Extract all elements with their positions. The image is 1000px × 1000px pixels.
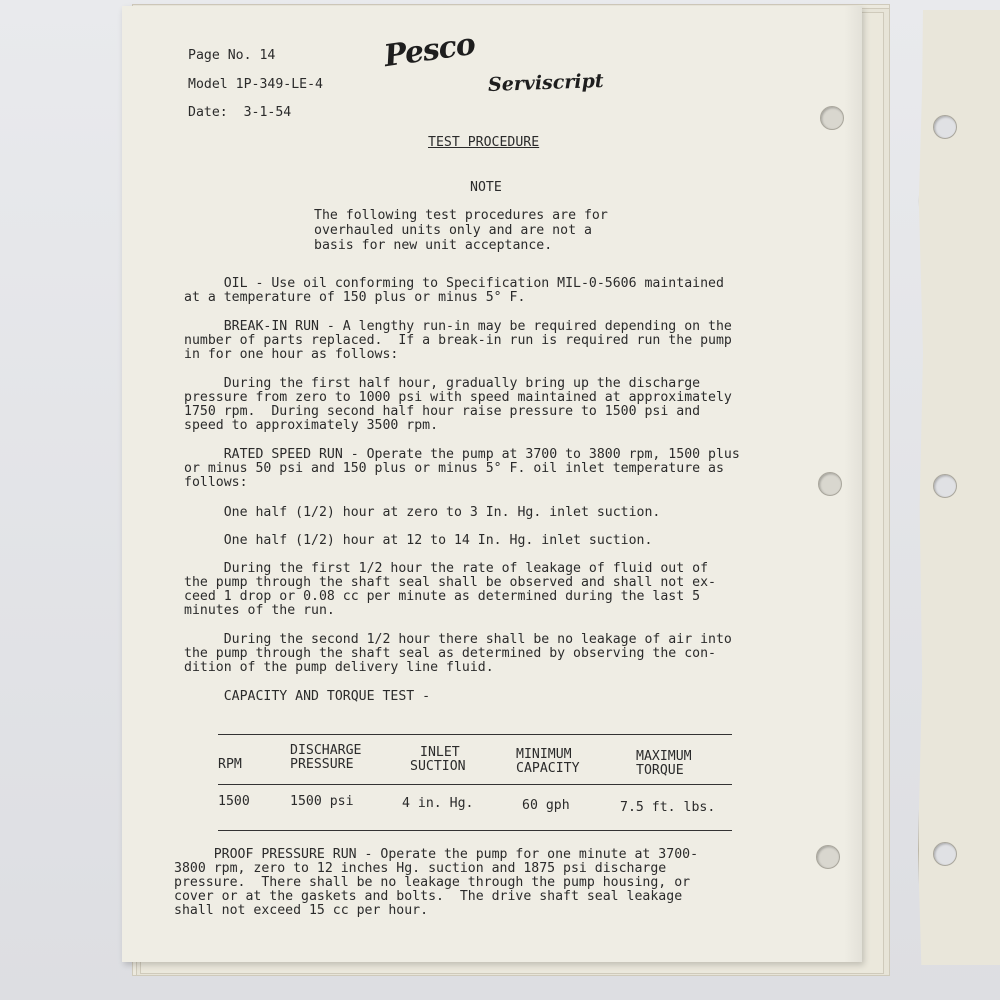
punch-hole (818, 472, 842, 496)
first-half-paragraph-line: speed to approximately 3500 rpm. (184, 418, 439, 433)
page-number: Page No. 14 (188, 48, 276, 63)
half-hour-condition: One half (1/2) hour at 12 to 14 In. Hg. inlet suction. (184, 533, 653, 548)
punch-hole (816, 845, 840, 869)
punch-hole (933, 842, 957, 866)
model-number: Model 1P-349-LE-4 (188, 77, 323, 92)
first-half-paragraph-line: During the first half hour, gradually bring up the discharge (184, 376, 701, 391)
note-line: basis for new unit acceptance. (314, 238, 553, 253)
break-in-paragraph-line: BREAK-IN RUN - A lengthy run-in may be required depending on the (184, 319, 732, 334)
first-half-paragraph-line: pressure from zero to 1000 psi with speed maintained at approximately (184, 390, 732, 405)
capacity-heading: CAPACITY AND TORQUE TEST - (184, 689, 431, 704)
pesco-logo: Pesco (381, 26, 477, 75)
col-header-minimum: MINIMUM (516, 747, 572, 762)
cell-torque: 7.5 ft. lbs. (620, 800, 716, 815)
rated-speed-paragraph-line: follows: (184, 475, 248, 490)
proof-pressure-paragraph-line: cover or at the gaskets and bolts. The drive shaft seal leakage (174, 889, 683, 904)
document-page (122, 6, 862, 962)
second-half-paragraph-line: the pump through the shaft seal as determined by observing the con- (184, 646, 716, 661)
break-in-paragraph-line: number of parts replaced. If a break-in run is required run the pump (184, 333, 732, 348)
half-hour-condition: One half (1/2) hour at zero to 3 In. Hg. inlet suction. (184, 505, 661, 520)
leakage-paragraph-line: During the first 1/2 hour the rate of leakage of fluid out of (184, 561, 709, 576)
note-line: The following test procedures are for (314, 208, 608, 223)
cell-pressure: 1500 psi (290, 794, 354, 809)
col-header-maximum: MAXIMUM (636, 749, 692, 764)
proof-pressure-paragraph-line: shall not exceed 15 cc per hour. (174, 903, 429, 918)
cell-suction: 4 in. Hg. (402, 796, 474, 811)
document-date: Date: 3-1-54 (188, 105, 292, 120)
col-header-suction: SUCTION (410, 759, 466, 774)
proof-pressure-paragraph-line: PROOF PRESSURE RUN - Operate the pump for one minute at 3700- (174, 847, 699, 862)
serviscript-logo: Serviscript (487, 69, 604, 97)
first-half-paragraph-line: 1750 rpm. During second half hour raise pressure to 1500 psi and (184, 404, 701, 419)
col-header-rpm: RPM (218, 757, 242, 772)
col-header-pressure: PRESSURE (290, 757, 354, 772)
rated-speed-paragraph-line: RATED SPEED RUN - Operate the pump at 3700 to 3800 rpm, 1500 plus (184, 447, 740, 462)
leakage-paragraph-line: minutes of the run. (184, 603, 335, 618)
col-header-discharge: DISCHARGE (290, 743, 362, 758)
punch-hole (933, 474, 957, 498)
proof-pressure-paragraph-line: 3800 rpm, zero to 12 inches Hg. suction and 1875 psi discharge (174, 861, 667, 876)
second-half-paragraph-line: During the second 1/2 hour there shall be no leakage of air into (184, 632, 732, 647)
second-half-paragraph-line: dition of the pump delivery line fluid. (184, 660, 494, 675)
cell-capacity: 60 gph (522, 798, 570, 813)
punch-hole (933, 115, 957, 139)
col-header-capacity: CAPACITY (516, 761, 580, 776)
page-title: TEST PROCEDURE (428, 135, 540, 150)
rated-speed-paragraph-line: or minus 50 psi and 150 plus or minus 5° F. oil inlet temperature as (184, 461, 724, 476)
col-header-torque: TORQUE (636, 763, 684, 778)
oil-paragraph-line: OIL - Use oil conforming to Specification MIL-0-5606 maintained (184, 276, 724, 291)
punch-hole (820, 106, 844, 130)
leakage-paragraph-line: the pump through the shaft seal shall be observed and shall not ex- (184, 575, 716, 590)
table-rule-bottom (218, 830, 732, 831)
table-rule-top (218, 734, 732, 735)
torn-adjacent-sheet (918, 10, 1000, 965)
col-header-inlet: INLET (420, 745, 460, 760)
note-heading: NOTE (470, 180, 502, 195)
leakage-paragraph-line: ceed 1 drop or 0.08 cc per minute as determined during the last 5 (184, 589, 701, 604)
break-in-paragraph-line: in for one hour as follows: (184, 347, 399, 362)
cell-rpm: 1500 (218, 794, 250, 809)
note-line: overhauled units only and are not a (314, 223, 592, 238)
oil-paragraph-line: at a temperature of 150 plus or minus 5° F. (184, 290, 526, 305)
table-rule-middle (218, 784, 732, 785)
page-fold-shadow (844, 6, 862, 962)
proof-pressure-paragraph-line: pressure. There shall be no leakage through the pump housing, or (174, 875, 691, 890)
